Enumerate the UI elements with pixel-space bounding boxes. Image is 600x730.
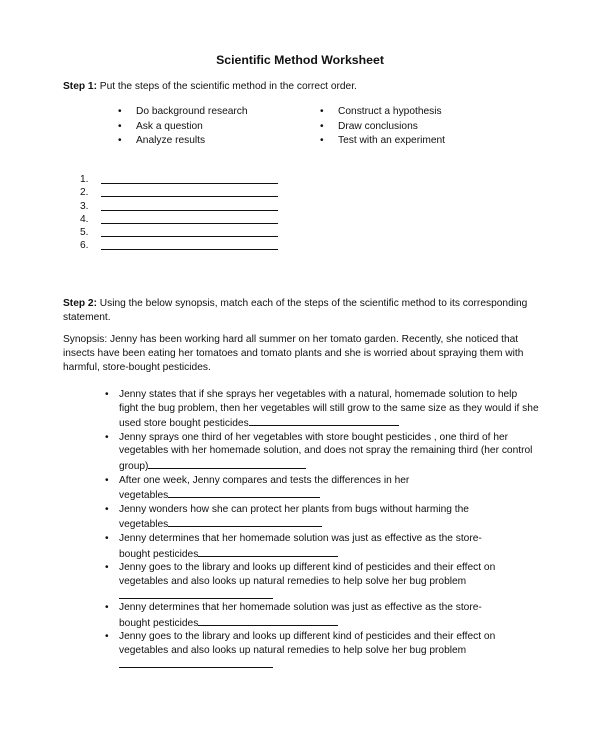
answer-blank[interactable] <box>198 615 338 626</box>
answer-blank[interactable] <box>101 223 278 224</box>
row-number: 3. <box>80 200 89 212</box>
step2-label: Step 2: <box>63 298 97 309</box>
statement-list-1 <box>105 388 539 604</box>
worksheet-title: Scientific Method Worksheet <box>216 53 384 67</box>
statement-item <box>105 388 539 431</box>
row-number: 2. <box>80 187 89 199</box>
bullet-icon: • <box>105 532 109 544</box>
step1-label: Step 1: <box>63 81 97 92</box>
step2-instruction <box>63 297 533 325</box>
option-item: • Ask a question <box>118 120 248 135</box>
statement-list-2 <box>105 601 539 673</box>
statement-text: Jenny determines that her homemade solution was just as effective as the store-bought pesticides <box>119 532 482 560</box>
answer-blank[interactable] <box>101 196 278 197</box>
statement-item <box>105 532 539 561</box>
step2-text: Using the below synopsis, match each of the steps of the scientific method to its corresponding statement. <box>63 298 528 323</box>
option-item: • Do background research <box>118 105 248 120</box>
row-number: 5. <box>80 227 89 239</box>
statement-text: Jenny determines that her homemade solution was just as effective as the store-bought pesticides <box>119 602 482 629</box>
bullet-icon: • <box>105 431 109 443</box>
option-item: • Analyze results <box>118 134 248 149</box>
bullet-icon: • <box>105 602 109 613</box>
statement-text: Jenny wonders how she can protect her plants from bugs without harming the vegetables <box>119 503 469 531</box>
answer-blank[interactable] <box>148 458 306 469</box>
bullet-icon: • <box>105 631 109 643</box>
statement-text: Jenny goes to the library and looks up different kind of pesticides and their effect on vegetables and also looks up natural remedies to help solve her bug problem <box>119 562 496 587</box>
statement-text: After one week, Jenny compares and tests the differences in her vegetables <box>119 474 410 502</box>
bullet-icon: • <box>105 562 109 574</box>
statement-text: Jenny sprays one third of her vegetables with store bought pesticides , one third of her vegetables with her homemade solution, and does not spray the remaining third (her control group) <box>119 431 533 472</box>
answer-blank[interactable] <box>101 249 278 250</box>
statement-item <box>105 601 539 630</box>
answer-blank[interactable] <box>198 546 338 557</box>
row-number: 6. <box>80 240 89 252</box>
option-item: • Draw conclusions <box>320 120 445 135</box>
answer-blank[interactable] <box>168 516 322 527</box>
answer-blank[interactable] <box>249 415 399 426</box>
row-number: 4. <box>80 213 89 225</box>
option-item: • Construct a hypothesis <box>320 105 445 120</box>
answer-blank[interactable] <box>101 236 278 237</box>
step-options-left <box>118 105 248 149</box>
statement-item <box>105 431 539 474</box>
row-number: 1. <box>80 174 89 185</box>
statement-item <box>105 630 539 673</box>
bullet-icon: • <box>105 474 109 486</box>
answer-blank[interactable] <box>119 588 273 599</box>
statement-item <box>105 503 539 532</box>
option-item: • Test with an experiment <box>320 134 445 149</box>
statement-text: Jenny states that if she sprays her vegetables with a natural, homemade solution to help fight the bug problem, then her vegetables will still grow to the same size as they would if she used store bought pesticides <box>119 389 539 430</box>
step-options-right <box>320 105 445 149</box>
answer-blank[interactable] <box>119 657 273 668</box>
statement-text: Jenny goes to the library and looks up different kind of pesticides and their effect on vegetables and also looks up natural remedies to help solve her bug problem <box>119 631 496 656</box>
bullet-icon: • <box>105 503 109 515</box>
step1-text: Put the steps of the scientific method in the correct order. <box>96 81 357 92</box>
answer-blank[interactable] <box>101 183 278 184</box>
statement-item <box>105 561 539 604</box>
synopsis-paragraph: Synopsis: Jenny has been working hard all summer on her tomato garden. Recently, she noticed that insects have been eating her tomatoes and tomato plants and she is worried about spraying them with harmful, store-bought pesticides. <box>63 334 524 373</box>
answer-blank[interactable] <box>101 210 278 211</box>
step1-instruction <box>63 80 357 94</box>
statement-item <box>105 474 539 503</box>
answer-blank[interactable] <box>168 487 320 498</box>
bullet-icon: • <box>105 389 109 400</box>
